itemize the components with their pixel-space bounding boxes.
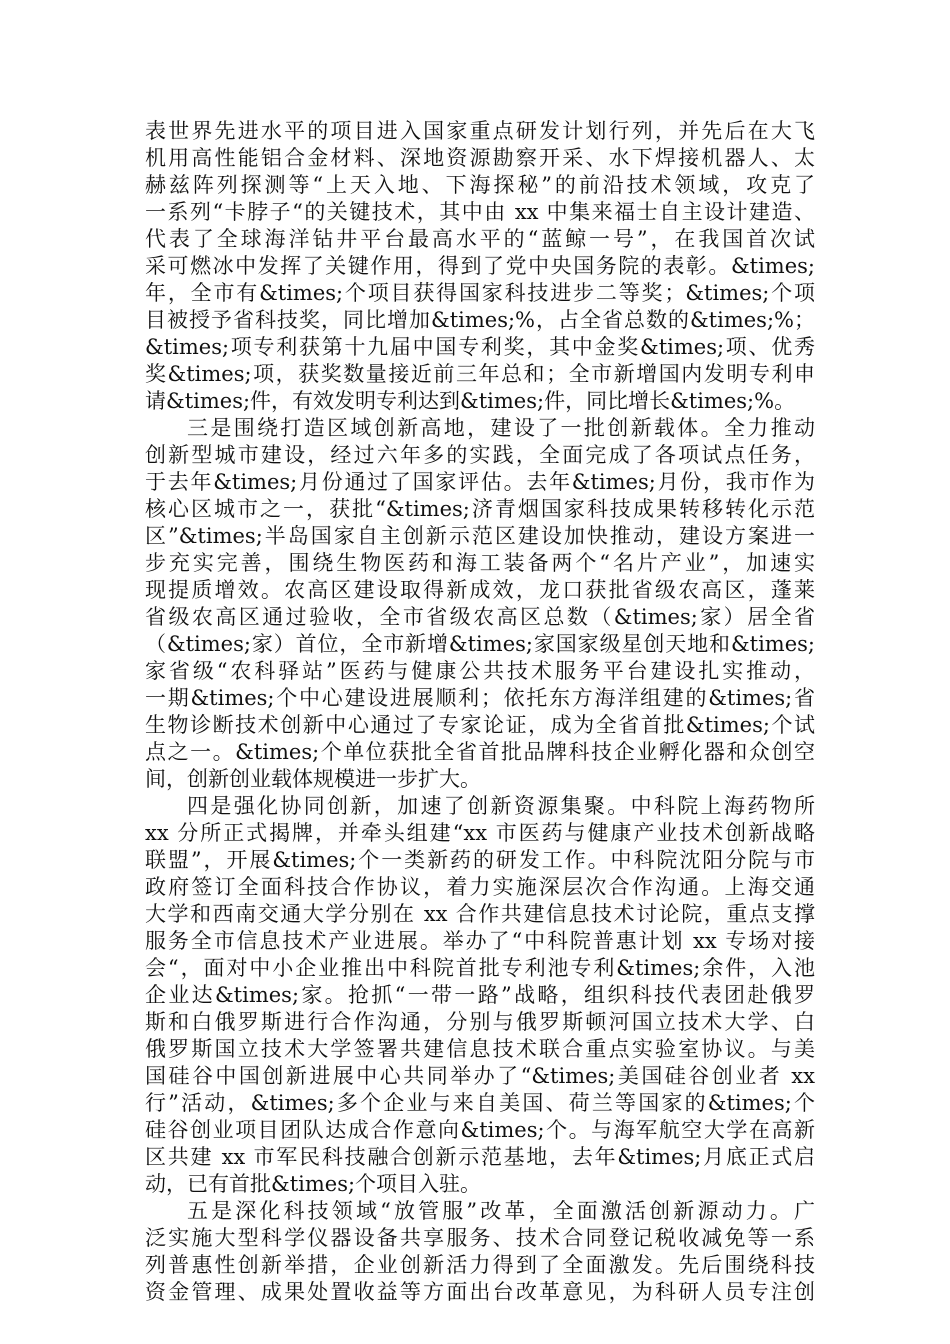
paragraph-achievements xyxy=(145,118,815,415)
paragraph-innovation-carriers xyxy=(145,415,815,793)
text-line: 一系列“卡脖子“的关键技术，其中由 xx 中集来福士自主设计建造、 xyxy=(145,200,815,224)
text-line: 会“，面对中小企业推出中科院首批专利池专利&times;余件，入池 xyxy=(145,956,815,980)
text-line: 创新型城市建设，经过六年多的实践，全面完成了各项试点任务， xyxy=(145,443,815,467)
text-line: 联盟”，开展&times;个一类新药的研发工作。中科院沈阳分院与市 xyxy=(145,848,815,872)
text-line: 省级农高区通过验收，全市省级农高区总数（&times;家）居全省 xyxy=(145,605,815,629)
text-line: 现提质增效。农高区建设取得新成效，龙口获批省级农高区，蓬莱 xyxy=(145,578,815,602)
text-line: 间，创新创业载体规模进一步扩大。 xyxy=(145,767,481,791)
text-line: 请&times;件，有效发明专利达到&times;件，同比增长&times;%。 xyxy=(145,389,796,413)
text-line: 行”活动，&times;多个企业与来自美国、荷兰等国家的&times;个 xyxy=(145,1091,815,1115)
text-line: 国硅谷中国创新进展中心共同举办了“&times;美国硅谷创业者 xx xyxy=(145,1064,815,1088)
text-line: 目被授予省科技奖，同比增加&times;%，占全省总数的&times;%； xyxy=(145,308,815,332)
document-page xyxy=(145,118,815,1306)
text-line: 于去年&times;月份通过了国家评估。去年&times;月份，我市作为 xyxy=(145,470,815,494)
text-line: 大学和西南交通大学分别在 xx 合作共建信息技术讨论院，重点支撑 xyxy=(145,902,815,926)
text-line: 表世界先进水平的项目进入国家重点研发计划行列，并先后在大飞 xyxy=(145,119,815,143)
text-line: 奖&times;项，获奖数量接近前三年总和；全市新增国内发明专利申 xyxy=(145,362,815,386)
text-line: 机用高性能铝合金材料、深地资源勘察开采、水下焊接机器人、太 xyxy=(145,146,815,170)
text-line: 四是强化协同创新，加速了创新资源集聚。中科院上海药物所 xyxy=(187,794,815,818)
text-line: 区”&times;半岛国家自主创新示范区建设加快推动，建设方案进一 xyxy=(145,524,815,548)
text-line: 硅谷创业项目团队达成合作意向&times;个。与海军航空大学在高新 xyxy=(145,1118,815,1142)
text-line: 企业达&times;家。抢抓“一带一路”战略，组织科技代表团赴俄罗 xyxy=(145,983,815,1007)
paragraph-collaborative-innovation xyxy=(145,793,815,1198)
text-line: （&times;家）首位，全市新增&times;家国家级星创天地和&times; xyxy=(145,632,815,656)
text-line: 年，全市有&times;个项目获得国家科技进步二等奖；&times;个项 xyxy=(145,281,815,305)
text-line: 代表了全球海洋钻井平台最高水平的“蓝鲸一号”，在我国首次试 xyxy=(145,227,815,251)
text-line: 五是深化科技领域“放管服”改革，全面激活创新源动力。广 xyxy=(187,1199,815,1223)
text-line: &times;项专利获第十九届中国专利奖，其中金奖&times;项、优秀 xyxy=(145,335,815,359)
text-line: xx 分所正式揭牌，并牵头组建“xx 市医药与健康产业技术创新战略 xyxy=(145,821,815,845)
text-line: 列普惠性创新举措，企业创新活力得到了全面激发。先后围绕科技 xyxy=(145,1253,815,1277)
text-line: 俄罗斯国立技术大学签署共建信息技术联合重点实验室协议。与美 xyxy=(145,1037,815,1061)
text-line: 动，已有首批&times;个项目入驻。 xyxy=(145,1172,482,1196)
text-line: 生物诊断技术创新中心通过了专家论证，成为全省首批&times;个试 xyxy=(145,713,815,737)
text-line: 点之一。&times;个单位获批全省首批品牌科技企业孵化器和众创空 xyxy=(145,740,815,764)
text-line: 资金管理、成果处置收益等方面出台改革意见，为科研人员专注创 xyxy=(145,1280,815,1304)
text-line: 一期&times;个中心建设进展顺利；依托东方海洋组建的&times;省 xyxy=(145,686,815,710)
text-line: 斯和白俄罗斯进行合作沟通，分别与俄罗斯顿河国立技术大学、白 xyxy=(145,1010,815,1034)
text-line: 家省级“农科驿站”医药与健康公共技术服务平台建设扎实推动， xyxy=(145,659,815,683)
text-line: 区共建 xx 市军民科技融合创新示范基地，去年&times;月底正式启 xyxy=(145,1145,815,1169)
text-line: 采可燃冰中发挥了关键作用，得到了党中央国务院的表彰。&times; xyxy=(145,254,815,278)
text-line: 三是围绕打造区域创新高地，建设了一批创新载体。全力推动 xyxy=(187,416,815,440)
text-line: 步充实完善，围绕生物医药和海工装备两个“名片产业”，加速实 xyxy=(145,551,815,575)
text-line: 政府签订全面科技合作协议，着力实施深层次合作沟通。上海交通 xyxy=(145,875,815,899)
text-line: 服务全市信息技术产业进展。举办了“中科院普惠计划 xx 专场对接 xyxy=(145,929,815,953)
paragraph-reform xyxy=(145,1198,815,1306)
text-line: 赫兹阵列探测等“上天入地、下海探秘”的前沿技术领域，攻克了 xyxy=(145,173,815,197)
text-line: 泛实施大型科学仪器设备共享服务、技术合同登记税收减免等一系 xyxy=(145,1226,815,1250)
text-line: 核心区城市之一，获批“&times;济青烟国家科技成果转移转化示范 xyxy=(145,497,815,521)
